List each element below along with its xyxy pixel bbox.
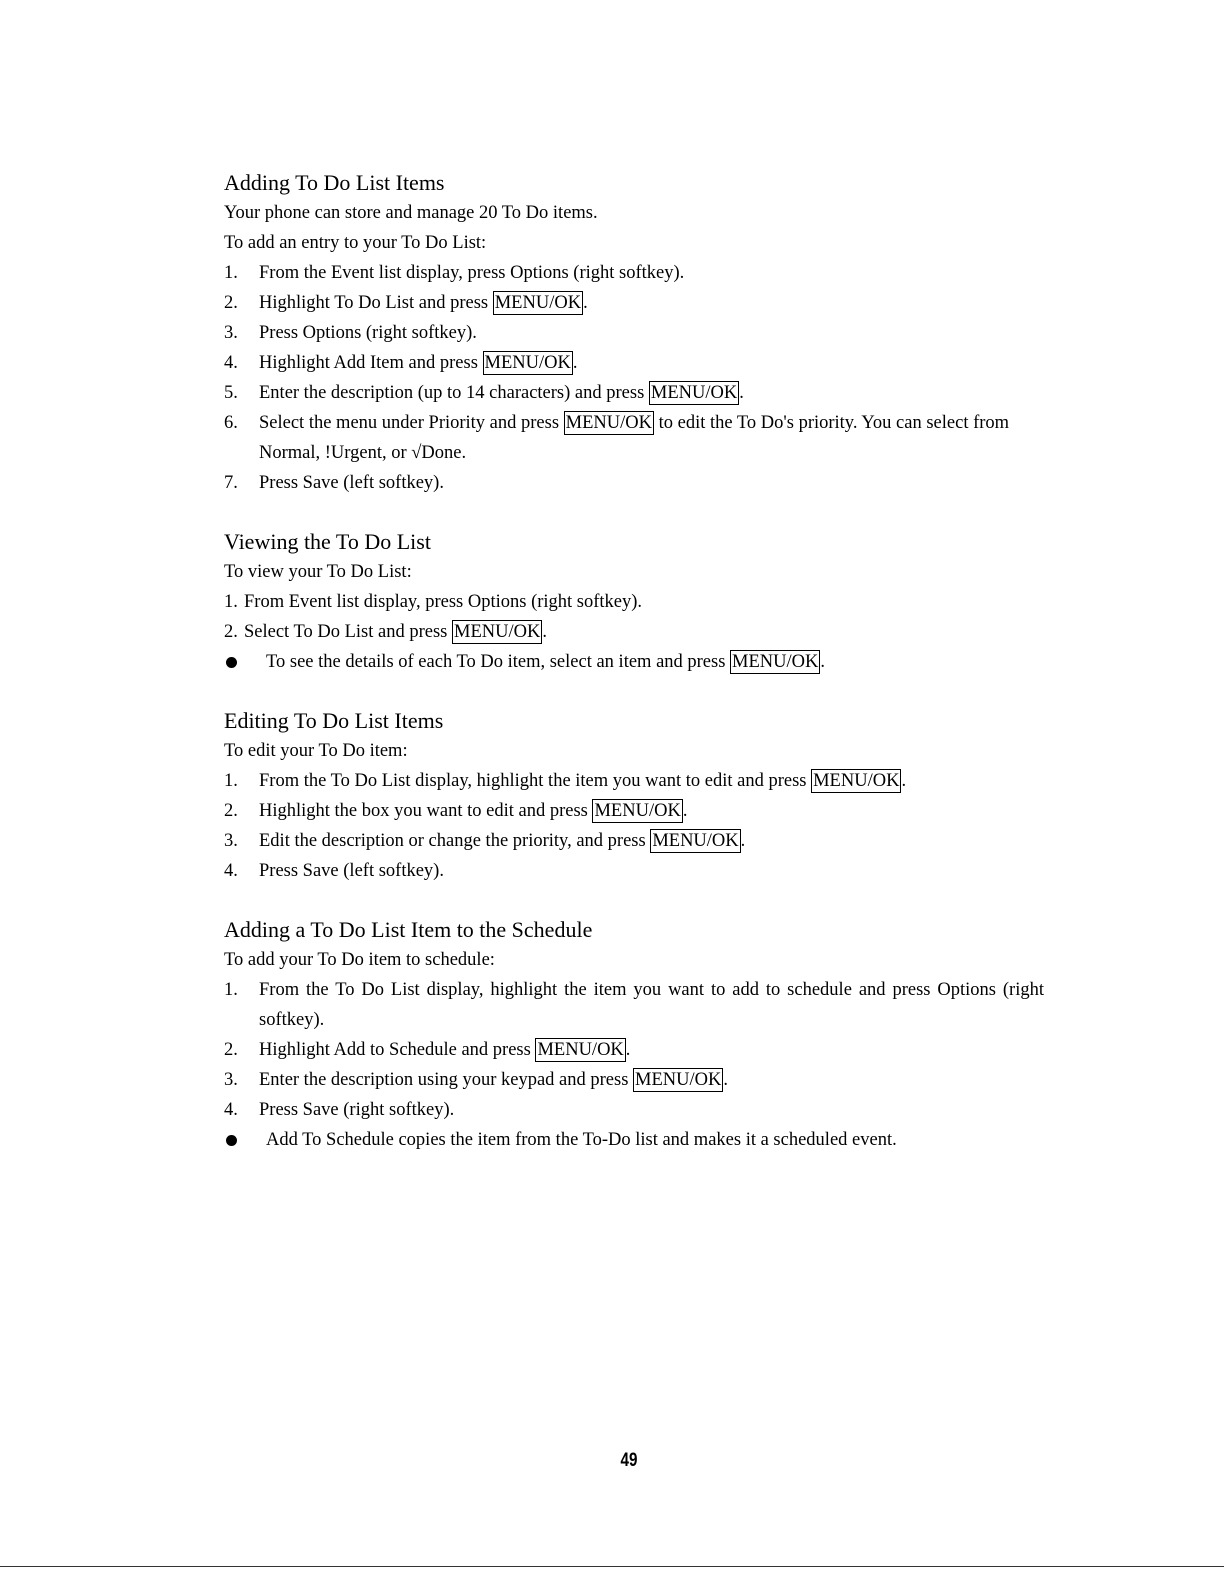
menu-ok-key: MENU/OK [652,831,739,851]
step-text: . [723,1070,728,1090]
bullet-item [224,647,1044,677]
step-text: to edit the To Do's priority. You can select from Normal, !Urgent, or √Done. [259,413,1010,463]
step-text: Highlight the box you want to edit and press [259,801,593,821]
list-item [224,1065,1044,1095]
section-viewing-list [224,527,1044,677]
menu-ok-key: MENU/OK [594,801,681,821]
section-add-to-schedule [224,915,1044,1155]
intro-text: To view your To Do List: [224,562,412,582]
list-item [224,975,1044,1035]
step-text: Press Options (right softkey). [259,323,477,343]
bullet-text: To see the details of each To Do item, select an item and press [266,652,731,672]
bullet-text: . [820,652,826,672]
menu-ok-key: MENU/OK [635,1070,722,1090]
list-item [224,468,1044,498]
list-item [224,408,1044,468]
step-text: Highlight Add Item and press [259,353,483,373]
section-editing-items [224,706,1044,886]
step-text: . [682,801,688,821]
intro-text: To edit your To Do item: [224,741,408,761]
step-number: 3. [224,1070,238,1090]
step-text: From the Event list display, press Options (right softkey). [259,263,685,283]
step-text: Select the menu under Priority and press [259,413,564,433]
step-text: . [542,622,547,642]
menu-ok-key: MENU/OK [650,383,738,403]
section-title: Editing To Do List Items [224,708,444,733]
bullet-icon [226,657,237,668]
list-item [224,1035,1044,1065]
step-text: . [572,353,578,373]
list-item [224,1095,1044,1125]
section-adding-items [224,168,1044,498]
step-text: . [901,771,907,791]
intro-text: Your phone can store and manage 20 To Do items. [224,203,598,223]
step-number: 4. [224,861,238,881]
step-number: 1. [224,592,238,612]
page-number: 49 [620,1450,638,1471]
list-item [224,288,1044,318]
step-number: 6. [224,413,238,433]
step-number: 2. [224,801,238,821]
list-item [224,587,1044,617]
list-item [224,378,1044,408]
step-number: 4. [224,1100,238,1120]
menu-ok-key: MENU/OK [813,771,900,791]
step-text: From Event list display, press Options (right softkey). [244,592,643,612]
step-text: Press Save (left softkey). [259,473,444,493]
page-content [224,168,1044,1184]
step-text: From the To Do List display, highlight the item you want to add to schedule and press Options (right softkey). [259,980,1044,1030]
step-text: Enter the description using your keypad and press [259,1070,634,1090]
bullet-icon [226,1135,237,1146]
step-number: 4. [224,353,238,373]
list-item [224,318,1044,348]
list-item [224,766,1044,796]
intro-text: To add an entry to your To Do List: [224,233,487,253]
step-text: Press Save (left softkey). [259,861,444,881]
step-number: 2. [224,293,238,313]
list-item [224,856,1044,886]
bullet-text: Add To Schedule copies the item from the To-Do list and makes it a scheduled event. [266,1130,897,1150]
menu-ok-key: MENU/OK [565,413,653,433]
step-text: Select To Do List and press [244,622,452,642]
step-text: Enter the description (up to 14 characters) and press [259,383,649,403]
step-text: From the To Do List display, highlight the item you want to edit and press [259,771,812,791]
step-number: 5. [224,383,238,403]
intro-text: To add your To Do item to schedule: [224,950,495,970]
menu-ok-key: MENU/OK [494,293,582,313]
section-title: Adding a To Do List Item to the Schedule [224,917,593,942]
step-text: . [625,1040,631,1060]
list-item [224,348,1044,378]
step-number: 1. [224,263,238,283]
menu-ok-key: MENU/OK [537,1040,624,1060]
step-number: 1. [224,980,238,1000]
step-number: 3. [224,323,238,343]
section-title: Adding To Do List Items [224,170,445,195]
step-text: . [739,383,744,403]
step-number: 2. [224,1040,238,1060]
step-text: Highlight To Do List and press [259,293,493,313]
step-number: 3. [224,831,238,851]
step-text: . [740,831,746,851]
step-number: 1. [224,771,238,791]
list-item [224,258,1044,288]
list-item [224,796,1044,826]
step-number: 2. [224,622,238,642]
step-text: Highlight Add to Schedule and press [259,1040,536,1060]
section-title: Viewing the To Do List [224,529,431,554]
menu-ok-key: MENU/OK [484,353,571,373]
bullet-item [224,1125,1044,1155]
list-item [224,617,1044,647]
menu-ok-key: MENU/OK [454,622,541,642]
step-number: 7. [224,473,238,493]
scan-edge-divider [0,1566,1224,1567]
step-text: Press Save (right softkey). [259,1100,455,1120]
step-text: . [583,293,588,313]
step-text: Edit the description or change the priority, and press [259,831,651,851]
list-item [224,826,1044,856]
menu-ok-key: MENU/OK [732,652,819,672]
